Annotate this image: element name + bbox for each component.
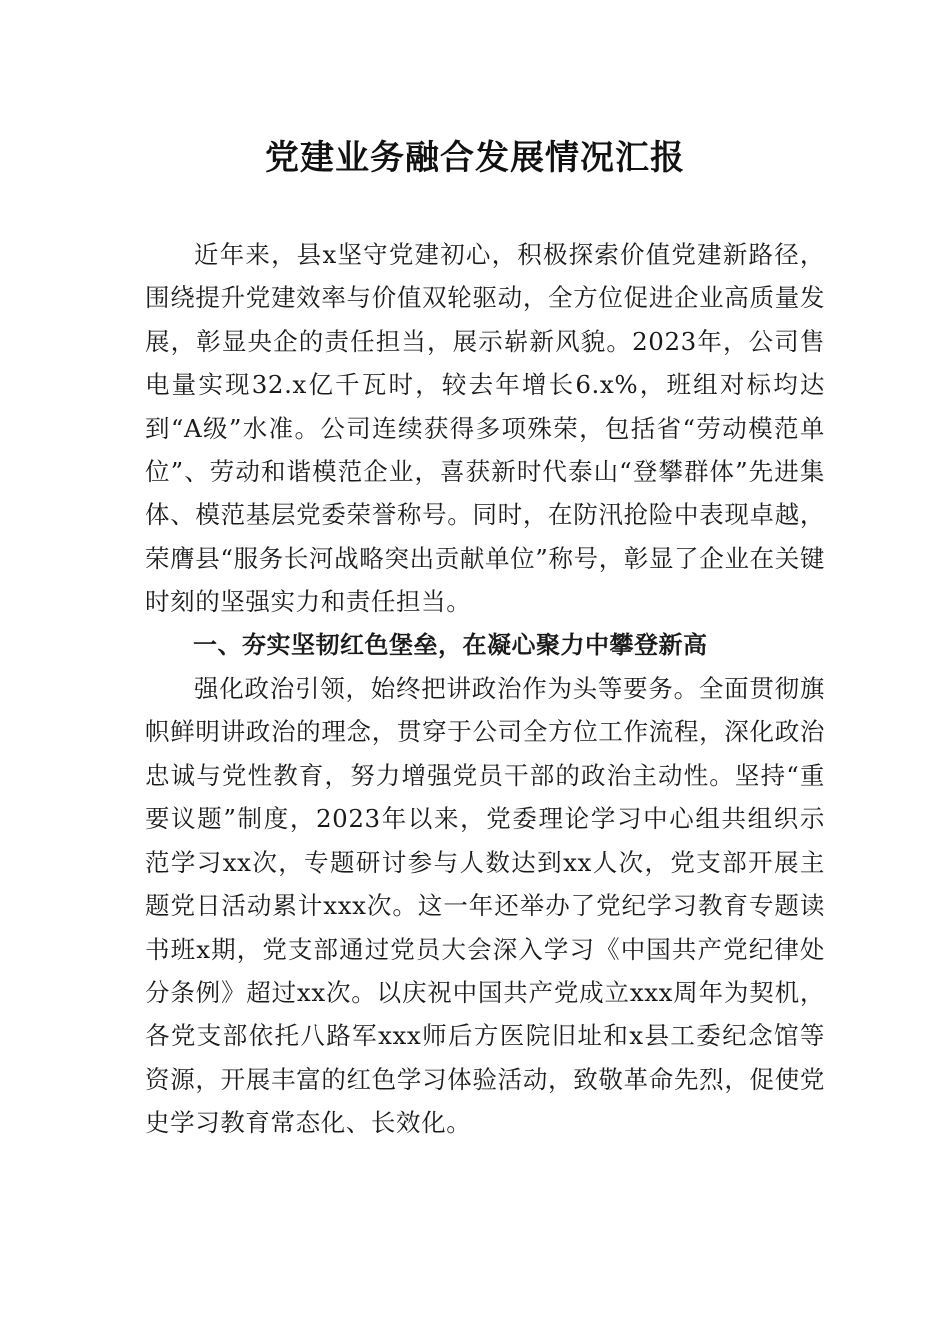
section-paragraph: 强化政治引领，始终把讲政治作为头等要务。全面贯彻旗帜鲜明讲政治的理念，贯穿于公司全方位工作流程，深化政治忠诚与党性教育，努力增强党员干部的政治主动性。坚持“重要议题”制度，2023年以来，党委理论学习中心组共组织示范学习xx次，专题研讨参与人数达到xx人次，党支部开展主题党日活动累计xxx次。这一年还举办了党纪学习教育专题读书班x期，党支部通过党员大会深入学习《中国共产党纪律处分条例》超过xx次。以庆祝中国共产党成立xxx周年为契机，各党支部依托八路军xxx师后方医院旧址和x县工委纪念馆等资源，开展丰富的红色学习体验活动，致敬革命先烈，促使党史学习教育常态化、长效化。	[145, 674, 825, 1138]
document-body	[145, 233, 825, 1145]
intro-paragraph: 近年来，县x坚守党建初心，积极探索价值党建新路径，围绕提升党建效率与价值双轮驱动，全方位促进企业高质量发展，彰显央企的责任担当，展示崭新风貌。2023年，公司售电量实现32.x亿千瓦时，较去年增长6.x%，班组对标均达到“A级”水准。公司连续获得多项殊荣，包括省“劳动模范单位”、劳动和谐模范企业，喜获新时代泰山“登攀群体”先进集体、模范基层党委荣誉称号。同时，在防汛抢险中表现卓越，荣膺县“服务长河战略突出贡献单位”称号，彰显了企业在关键时刻的坚强实力和责任担当。	[145, 240, 825, 617]
document-title: 党建业务融合发展情况汇报	[265, 138, 685, 178]
section-heading: 一、夯实坚韧红色堡垒，在凝心聚力中攀登新高	[193, 630, 708, 659]
